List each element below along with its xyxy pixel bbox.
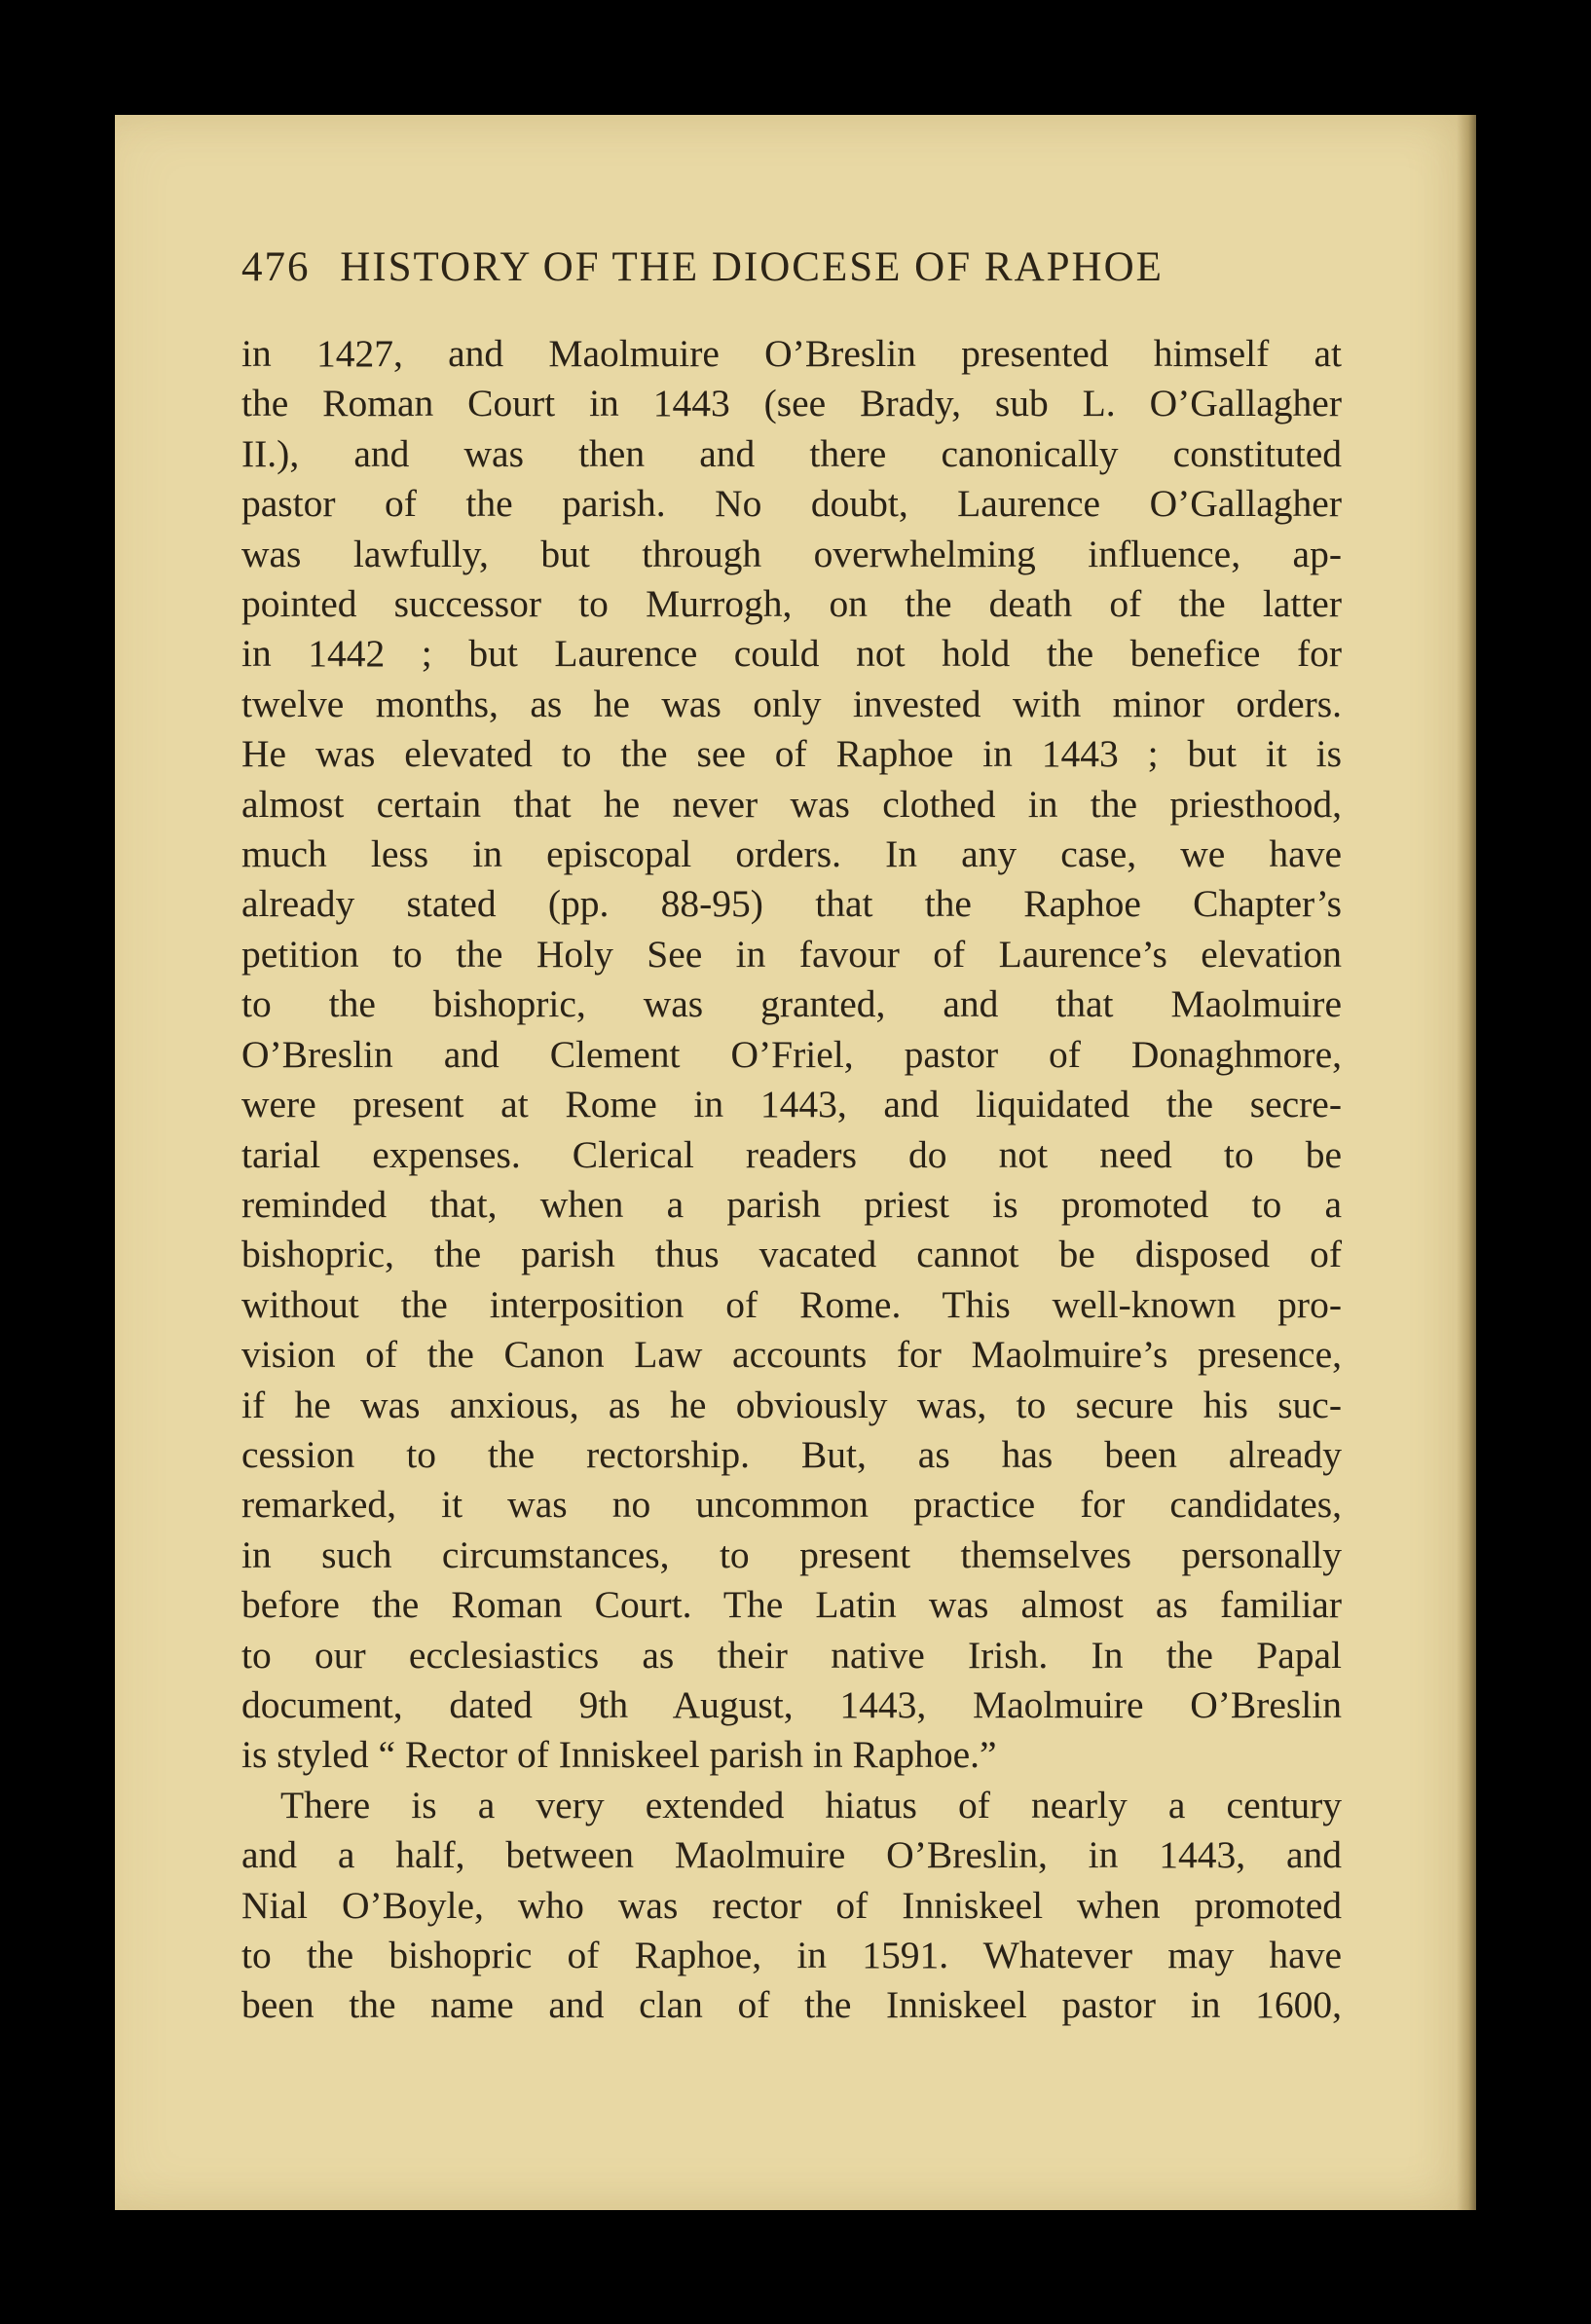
text-line: without the interposition of Rome. This well-known pro-	[241, 1282, 1342, 1326]
text-line: if he was anxious, as he obviously was, to secure his suc-	[241, 1383, 1342, 1426]
running-header	[241, 243, 1342, 291]
text-line: bishopric, the parish thus vacated cannot be disposed of	[241, 1233, 1342, 1276]
text-line: been the name and clan of the Inniskeel pastor in 1600,	[241, 1983, 1342, 2027]
page-number: 476	[241, 244, 311, 290]
text-line: O’Breslin and Clement O’Friel, pastor of Donaghmore,	[241, 1032, 1342, 1076]
text-line: in 1427, and Maolmuire O’Breslin presented himself at	[241, 332, 1342, 375]
text-line: Nial O’Boyle, who was rector of Inniskeel when promoted	[241, 1883, 1342, 1927]
text-line: already stated (pp. 88-95) that the Raphoe Chapter’s	[241, 882, 1342, 926]
text-line: II.), and was then and there canonically constituted	[241, 431, 1342, 475]
text-line: and a half, between Maolmuire O’Breslin, in 1443, and	[241, 1833, 1342, 1877]
text-line: much less in episcopal orders. In any case, we have	[241, 832, 1342, 876]
text-line: document, dated 9th August, 1443, Maolmuire O’Breslin	[241, 1682, 1342, 1726]
paragraph-start-line: There is a very extended hiatus of nearly a century	[280, 1783, 1342, 1826]
text-line: in such circumstances, to present themselves personally	[241, 1532, 1342, 1576]
running-title: HISTORY OF THE DIOCESE OF RAPHOE	[340, 244, 1164, 290]
text-line: to our ecclesiastics as their native Irish. In the Papal	[241, 1633, 1342, 1677]
text-line: vision of the Canon Law accounts for Maolmuire’s presence,	[241, 1333, 1342, 1377]
text-line: to the bishopric of Raphoe, in 1591. Whatever may have	[241, 1934, 1342, 1976]
text-line: cession to the rectorship. But, as has been already	[241, 1432, 1342, 1476]
text-line: pointed successor to Murrogh, on the death of the latter	[241, 582, 1342, 626]
text-line: tarial expenses. Clerical readers do not need to be	[241, 1132, 1342, 1176]
text-line: was lawfully, but through overwhelming influence, ap-	[241, 532, 1342, 575]
text-line: the Roman Court in 1443 (see Brady, sub L. O’Gallagher	[241, 382, 1342, 425]
text-line: in 1442 ; but Laurence could not hold the benefice for	[241, 632, 1342, 676]
text-line: twelve months, as he was only invested with minor orders.	[241, 682, 1342, 725]
text-line: remarked, it was no uncommon practice for candidates,	[241, 1483, 1342, 1527]
body-text	[241, 329, 1342, 2031]
page-edge-shadow	[1457, 115, 1476, 2210]
text-line: to the bishopric, was granted, and that Maolmuire	[241, 982, 1342, 1026]
paragraph-end-line: is styled “ Rector of Inniskeel parish in Raphoe.”	[241, 1733, 997, 1777]
text-line: petition to the Holy See in favour of Laurence’s elevation	[241, 932, 1342, 976]
text-line: reminded that, when a parish priest is promoted to a	[241, 1182, 1342, 1226]
text-line: almost certain that he never was clothed in the priesthood,	[241, 782, 1342, 826]
text-line: pastor of the parish. No doubt, Laurence O’Gallagher	[241, 482, 1342, 526]
text-line: before the Roman Court. The Latin was almost as familiar	[241, 1583, 1342, 1627]
text-line: He was elevated to the see of Raphoe in 1443 ; but it is	[241, 732, 1342, 776]
text-line: were present at Rome in 1443, and liquidated the secre-	[241, 1083, 1342, 1126]
